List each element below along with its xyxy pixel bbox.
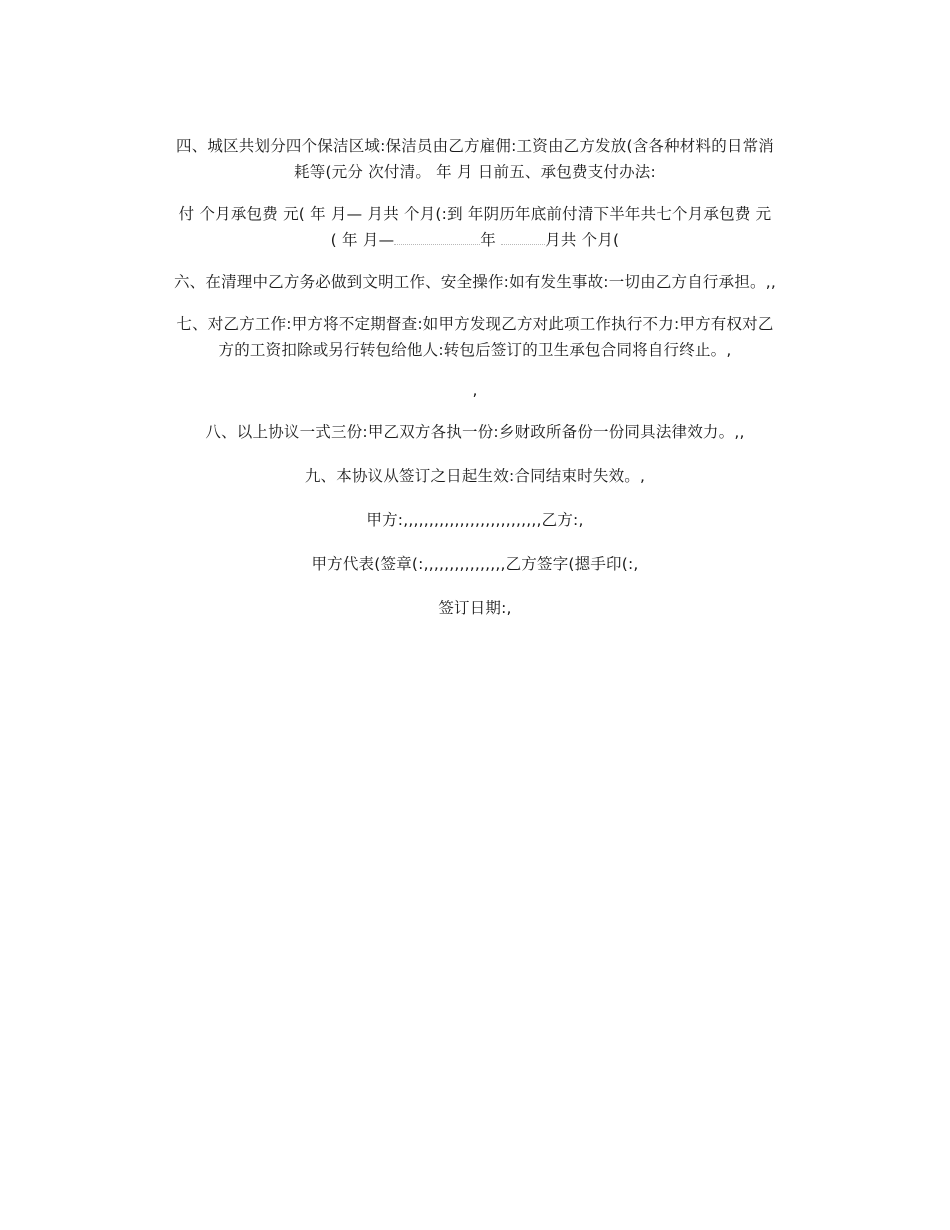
document-body xyxy=(135,133,815,621)
payment-terms-line-2-end: 月共 个月( xyxy=(545,231,620,249)
payment-terms-line-2-start: ( 年 月— xyxy=(330,231,395,249)
clause-four xyxy=(135,133,815,185)
signature-line: 甲方代表(签章(:,,,,,,,,,,,,,,,,乙方签字(摁手印(:, xyxy=(311,555,639,573)
payment-terms-line-1: 付 个月承包费 元( 年 月— 月共 个月(:到 年阴历年底前付清下半年共七个月承包费 元 xyxy=(178,205,772,223)
clause-eight: 八、以上协议一式三份:甲乙双方各执一份:乡财政所备份一份同具法律效力。,, xyxy=(205,423,745,441)
clause-nine: 九、本协议从签订之日起生效:合同结束时失效。, xyxy=(304,467,646,485)
payment-terms-line-2-year: 年 xyxy=(480,231,496,249)
payment-terms xyxy=(135,201,815,253)
clause-four-line-2: 耗等(元分 次付清。 年 月 日前五、承包费支付办法: xyxy=(294,163,656,181)
clause-seven-line-2: 方的工资扣除或另行转包给他人:转包后签订的卫生承包合同将自行终止。, xyxy=(218,341,732,359)
clause-seven-line-1: 七、对乙方工作:甲方将不定期督查:如甲方发现乙方对此项工作执行不力:甲方有权对乙 xyxy=(176,315,774,333)
signing-date: 签订日期:, xyxy=(438,599,512,617)
blank-field xyxy=(501,230,545,245)
party-line: 甲方:,,,,,,,,,,,,,,,,,,,,,,,,,,,乙方:, xyxy=(366,511,584,529)
stray-comma: , xyxy=(472,381,478,399)
payment-terms-line-2 xyxy=(135,227,815,253)
blank-field xyxy=(394,230,480,245)
clause-four-line-1: 四、城区共划分四个保洁区域:保洁员由乙方雇佣:工资由乙方发放(含各种材料的日常消 xyxy=(176,137,774,155)
clause-six: 六、在清理中乙方务必做到文明工作、安全操作:如有发生事故:一切由乙方自行承担。,, xyxy=(173,273,776,291)
clause-seven xyxy=(135,311,815,363)
